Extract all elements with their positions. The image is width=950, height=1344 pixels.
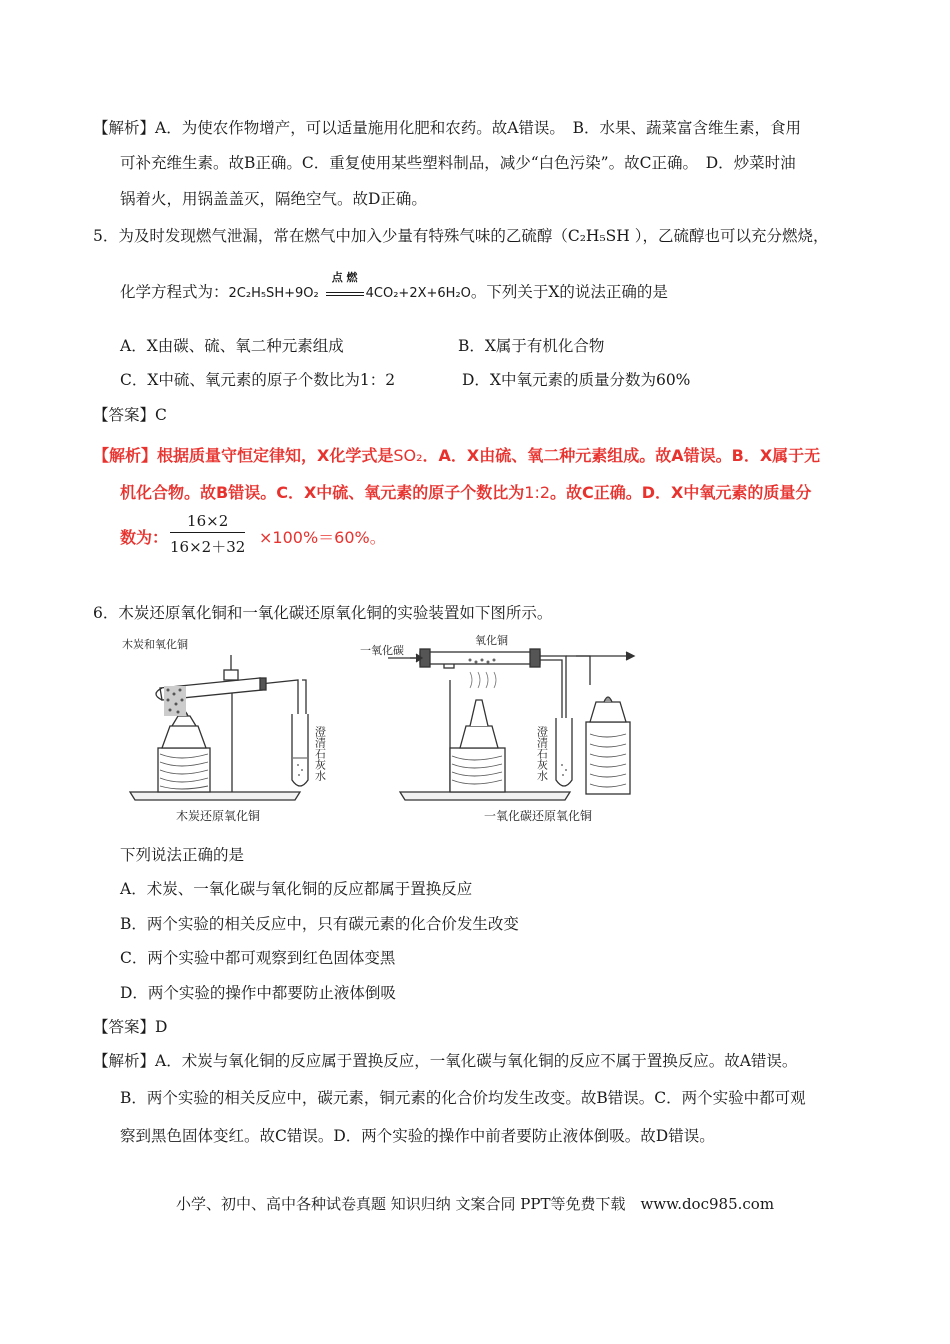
q6-analysis-line2: B．两个实验的相关反应中，碳元素，铜元素的化合价均发生改变。故B错误。C．两个实验中都可观	[120, 1089, 806, 1107]
q5-option-b: B．X属于有机化合物	[458, 337, 605, 355]
q5-analysis-line2-a: 机化合物。故B错误。C．X中硫、氧元素的原子个数比为	[120, 483, 525, 502]
apparatus-figure	[120, 630, 640, 830]
q5-analysis-line3-a: 数为：	[120, 528, 169, 547]
q6-stem: 6．木炭还原氧化铜和一氧化碳还原氧化铜的实验装置如下图所示。	[93, 604, 553, 622]
q6-option-b: B．两个实验的相关反应中，只有碳元素的化合价发生改变	[120, 915, 519, 933]
page-footer: 小学、初中、高中各种试卷真题 知识归纳 文案合同 PPT等免费下载 www.doc985.com	[175, 1195, 775, 1213]
q5-analysis-formula: SO₂	[393, 446, 423, 465]
q5-eq-left: 2C₂H₅SH+9O₂	[228, 286, 319, 301]
mass-fraction	[170, 512, 245, 557]
q6-option-a: A．术炭、一氧化碳与氧化铜的反应都属于置换反应	[120, 880, 473, 898]
reaction-condition-label: 点 燃	[331, 271, 358, 284]
q6-analysis-line1: 【解析】A．术炭与氧化铜的反应属于置换反应，一氧化碳与氧化铜的反应不属于置换反应。故A错误。	[93, 1052, 798, 1070]
q4-analysis-line3: 锅着火，用锅盖盖灭，隔绝空气。故D正确。	[120, 190, 427, 208]
reaction-condition	[324, 271, 366, 302]
q5-eq-right: 4CO₂+2X+6H₂O	[365, 286, 471, 301]
q5-option-a: A．X由碳、硫、氧二种元素组成	[120, 337, 344, 355]
q6-option-c: C．两个实验中都可观察到红色固体变黑	[120, 949, 396, 967]
fraction-numerator: 16×2	[170, 512, 245, 533]
fig-right-tube-label: 澄清石灰水	[535, 726, 549, 781]
fraction-denominator: 16×2＋32	[170, 538, 246, 556]
q5-stem-line1: 5．为及时发现燃气泄漏，常在燃气中加入少量有特殊气味的乙硫醇（C₂H₅SH ），乙硫醇也可以充分燃烧，	[93, 227, 829, 245]
q5-analysis-ratio: 1:2	[524, 483, 551, 502]
right-wood-block	[450, 748, 505, 792]
q5-option-d: D．X中氧元素的质量分数为60%	[462, 371, 691, 389]
q5-analysis-line2	[120, 483, 811, 503]
q5-analysis-line1-a: 【解析】根据质量守恒定律知，X化学式是	[93, 446, 394, 465]
q5-analysis-line1-b: ．A．X由硫、氧二种元素组成。故A错误。B．X属于无	[422, 446, 821, 465]
right-glass-tube	[420, 652, 540, 664]
left-stand-base	[130, 792, 300, 800]
q6-prompt: 下列说法正确的是	[120, 846, 245, 864]
tail-gas-lamp	[590, 702, 626, 722]
fig-right-label-top: 氧化铜	[475, 634, 508, 647]
left-wood-block	[158, 748, 210, 792]
charcoal-copper-oxide	[164, 686, 186, 716]
left-alcohol-lamp	[162, 726, 206, 748]
q5-equation	[120, 271, 668, 304]
q5-analysis-line2-b: 。故C正确。D．X中氧元素的质量分	[550, 483, 812, 502]
q6-option-d: D．两个实验的操作中都要防止液体倒吸	[120, 984, 396, 1002]
fig-left-caption: 木炭还原氧化铜	[176, 809, 261, 823]
right-limewater-tube	[556, 718, 572, 786]
q4-analysis-line2: 可补充维生素。故B正确。C．重复使用某些塑料制品，减少“白色污染”。故C正确。 D．炒菜时油	[120, 154, 796, 172]
fig-right-caption: 一氧化碳还原氧化铜	[484, 809, 593, 823]
q6-answer: 【答案】D	[93, 1018, 168, 1036]
right-stand-base	[400, 792, 570, 800]
q5-analysis-line3-b: ×100%＝60%。	[259, 528, 386, 547]
q6-analysis-line3: 察到黑色固体变红。故C错误。D．两个实验的操作中前者要防止液体倒吸。故D错误。	[120, 1127, 715, 1145]
q5-option-c: C．X中硫、氧元素的原子个数比为1：2	[120, 371, 396, 389]
q5-eq-prefix: 化学方程式为：	[120, 283, 229, 301]
q4-analysis-line1: 【解析】A．为使农作物增产，可以适量施用化肥和农药。故A错误。 B．水果、蔬菜富含维生素，食用	[93, 119, 802, 137]
q5-eq-suffix: 。下列关于X的说法正确的是	[470, 283, 668, 301]
fig-right-label-gas: 一氧化碳	[360, 644, 404, 657]
right-alcohol-lamp	[460, 726, 498, 748]
fig-left-label-top: 木炭和氧化铜	[122, 638, 188, 651]
left-limewater-tube	[292, 714, 308, 786]
q5-answer: 【答案】C	[93, 406, 167, 424]
right-second-block	[586, 722, 630, 794]
fig-left-tube-label: 澄清石灰水	[313, 726, 327, 781]
q5-analysis-line1	[93, 446, 820, 466]
right-delivery-tube	[540, 656, 566, 725]
